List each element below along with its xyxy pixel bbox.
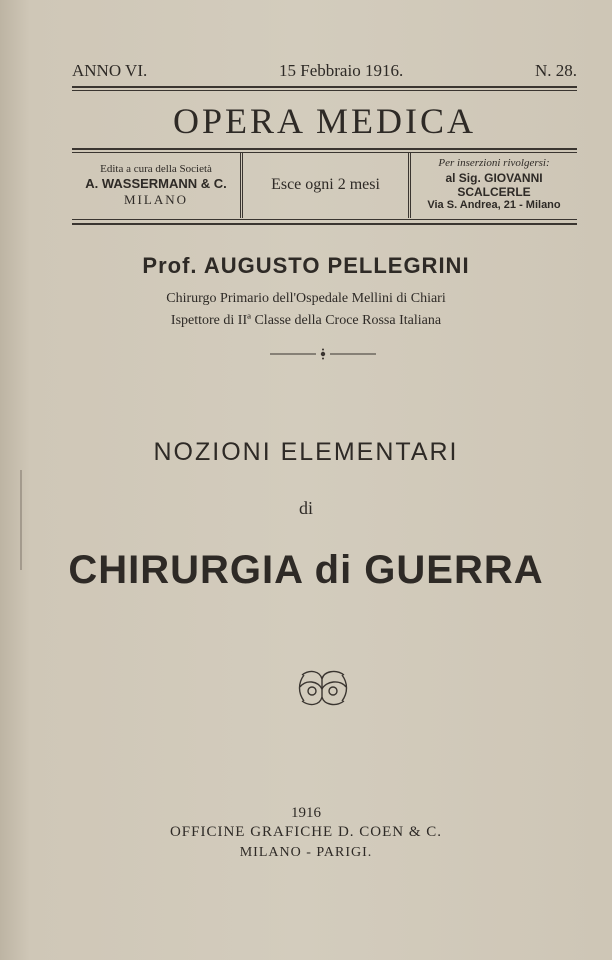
advertising-cell — [411, 152, 577, 218]
imprint-year: 1916 — [291, 805, 321, 821]
advertising-note: Per inserzioni rivolgersi: — [438, 157, 550, 170]
advertising-address: Via S. Andrea, 21 - Milano — [427, 199, 561, 212]
publisher-logo-icon — [296, 667, 350, 709]
imprint-publisher: OFFICINE GRAFICHE D. COEN & C. — [169, 824, 443, 840]
frequency-text: Esce ogni 2 mesi — [271, 176, 380, 194]
infobar-rule — [72, 223, 577, 225]
ornament-divider-icon — [270, 348, 376, 360]
masthead-title: OPERA MEDICA — [172, 101, 477, 141]
publisher-name: A. WASSERMANN & C. — [85, 176, 227, 191]
book-title-line2: CHIRURGIA di GUERRA — [68, 548, 544, 592]
imprint-city: MILANO - PARIGI. — [239, 845, 373, 860]
author-affiliation-2: Ispettore di IIª Classe della Croce Rossa Italiana — [170, 313, 442, 328]
issue-year: ANNO VI. — [72, 61, 148, 80]
issue-number: N. 28. — [534, 61, 577, 80]
author-affiliation-1: Chirurgo Primario dell'Ospedale Mellini di Chiari — [166, 291, 446, 306]
author-name: Prof. AUGUSTO PELLEGRINI — [142, 253, 470, 278]
header-rule-top-thin — [72, 90, 577, 91]
publisher-info-bar — [72, 152, 577, 218]
header-rule-top — [72, 86, 577, 88]
publisher-cell — [72, 152, 240, 218]
advertising-contact: al Sig. GIOVANNI SCALCERLE — [445, 170, 543, 199]
book-title-connector: di — [298, 498, 313, 518]
publisher-note: Edita a cura della Società — [100, 162, 212, 175]
masthead-rule — [72, 148, 577, 150]
infobar-rule-thin — [72, 219, 577, 220]
frequency-cell — [240, 152, 411, 218]
book-title-line1: NOZIONI ELEMENTARI — [153, 438, 459, 466]
publisher-city: MILANO — [124, 191, 188, 207]
issue-date: 15 Febbraio 1916. — [279, 61, 404, 80]
issue-header — [72, 60, 577, 82]
